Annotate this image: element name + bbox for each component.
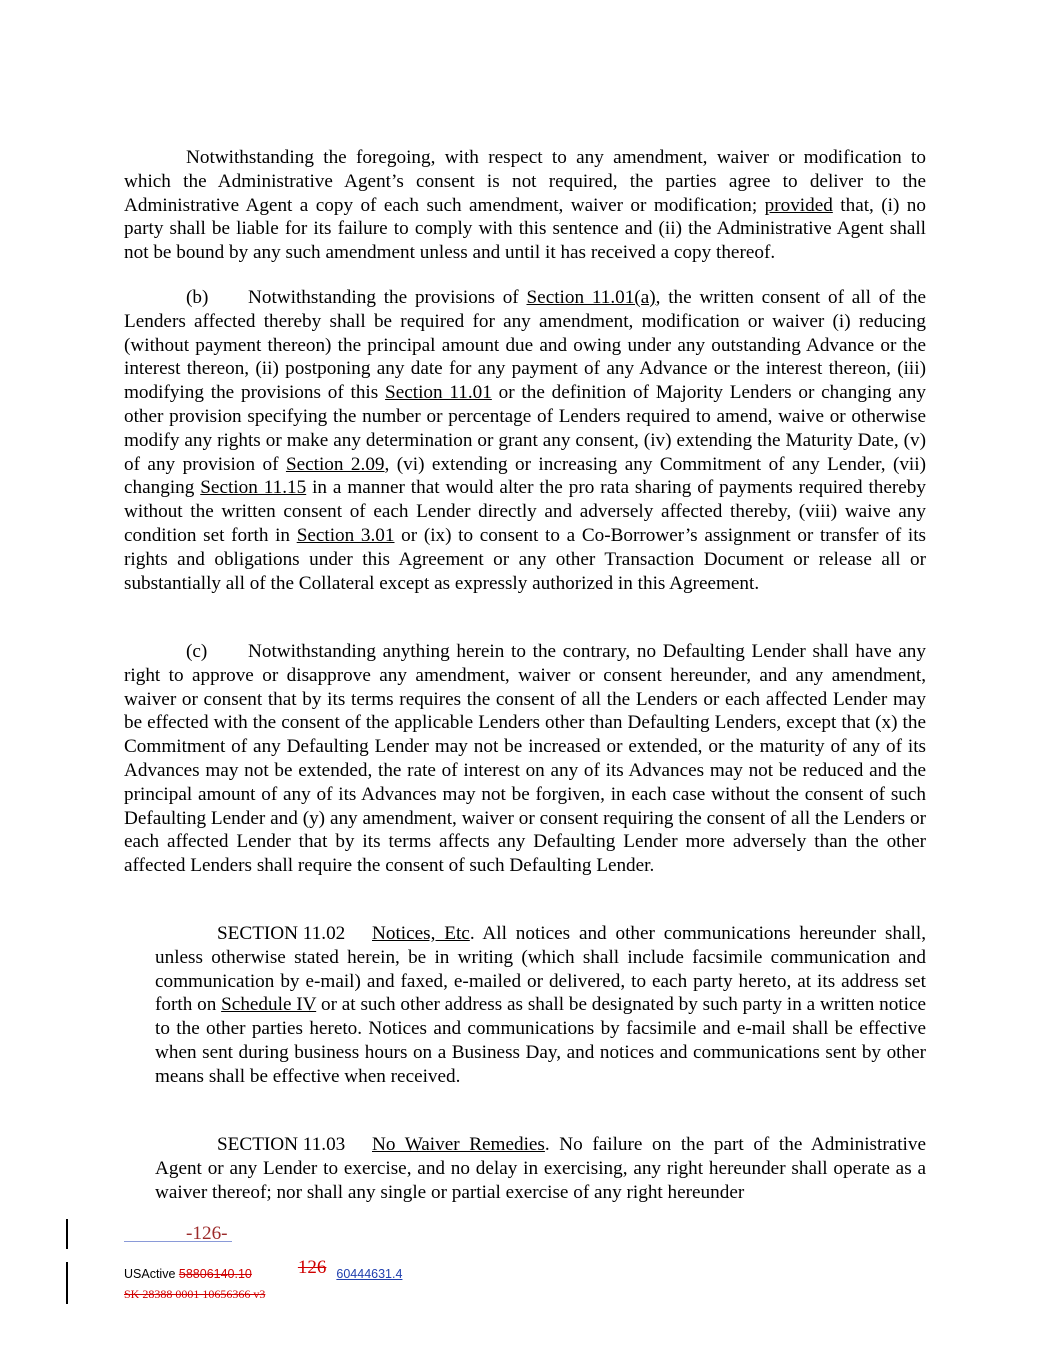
section-number: SECTION 11.03 bbox=[217, 1134, 346, 1155]
paragraph-text: , the written consent of all of the Lenders affected thereby shall be required for any amendment, modification or waiver (i) reducing (without payment thereon) the principal amount due and owing under any outstanding Advance or the interest thereon, (ii) postponing any date for any payment of any Advance or the interest thereon, (iii) modifying the provisions of this bbox=[124, 287, 926, 404]
paragraph-c bbox=[124, 640, 926, 878]
deleted-doc-id: 58806140.10 bbox=[178, 1267, 252, 1281]
section-reference: Section 3.01 bbox=[296, 524, 395, 546]
paragraph-text: that, (i) no party shall be liable for its failure to comply with this sentence and (ii) the Administrative Agent shall not be bound by any such amendment unless and until it has received a copy thereof. bbox=[124, 194, 926, 264]
footer-prefix: USActive bbox=[124, 1267, 179, 1281]
section-number: SECTION 11.02 bbox=[217, 923, 346, 944]
section-reference: Section 11.01(a) bbox=[526, 287, 656, 308]
clause-label: (c) bbox=[186, 641, 208, 662]
revision-change-bar bbox=[66, 1219, 68, 1249]
section-title: No Waiver Remedies bbox=[372, 1134, 545, 1155]
section-title: Notices, Etc bbox=[372, 923, 470, 944]
clause-label: (b) bbox=[186, 287, 209, 308]
deleted-page-number: 126 bbox=[297, 1257, 327, 1278]
paragraph-text: in a manner that would alter the pro rata sharing of payments required thereby without the written consent of each Lender directly and adversely affected thereby, (viii) waive any condition set forth in bbox=[124, 477, 926, 546]
paragraph-text: Notwithstanding the foregoing, with respect to any amendment, waiver or modification to which the Administrative Agent’s consent is not required, the parties agree to deliver to the Administrative Agent a copy of each such amendment, waiver or modification; bbox=[124, 147, 926, 216]
section-11-02 bbox=[155, 922, 926, 1089]
paragraph-text: . All notices and other communications hereunder shall, unless otherwise stated herein, be in writing (which shall include facsimile communication and communication by e-mail) and faxed, e-mailed or delivered, to each party hereto, at its address set forth on bbox=[155, 923, 926, 1016]
inserted-underline bbox=[124, 1241, 232, 1242]
paragraph-text: or the definition of Majority Lenders or changing any other provision specifying the number or percentage of Lenders required to amend, waive or otherwise modify any rights or make any determination or grant any consent, (iv) extending the Maturity Date, (v) of any provision of bbox=[124, 382, 926, 475]
paragraph-text: Notwithstanding anything herein to the contrary, no Defaulting Lender shall have any right to approve or disapprove any amendment, waiver or consent hereunder, and any amendment, waiver or consent that by its terms requires the consent of all the Lenders or each affected Lender may be effected with the consent of the applicable Lenders other than Defaulting Lenders, except that (x) the Commitment of any Defaulting Lender may not be increased or extended, or the maturity of any of its Advances may not be extended, the rate of interest on any of its Advances may not be reduced and the principal amount of any of its Advances may not be forgiven, in each case without the consent of such Defaulting Lender and (y) any amendment, waiver or consent requiring the consent of all the Lenders or each affected Lender that by its terms affects any Defaulting Lender more adversely than the other affected Lenders shall require the consent of such Defaulting Lender. bbox=[124, 641, 926, 877]
paragraph-text: . No failure on the part of the Administrative Agent or any Lender to exercise, and no delay in exercising, any right hereunder shall operate as a waiver thereof; nor shall any single or partial exercise of any right hereunder bbox=[155, 1134, 927, 1203]
revision-change-bar bbox=[66, 1262, 68, 1304]
paragraph-text: or at such other address as shall be designated by such party in a written notice to the other parties hereto. Notices and communications by facsimile and e-mail shall be effective when sent during business hours on a Business Day, and notices and communications sent by other means shall be effective when received. bbox=[155, 994, 926, 1087]
paragraph-text: or (ix) to consent to a Co-Borrower’s assignment or transfer of its rights and obligations under this Agreement or any other Transaction Document or release all or substantially all of the Collateral except as expressly authorized in this Agreement. bbox=[124, 524, 927, 594]
section-reference: Section 11.01 bbox=[385, 382, 492, 404]
page-number-text: -126- bbox=[186, 1223, 228, 1244]
section-reference: Section 2.09 bbox=[285, 453, 385, 475]
section-11-03 bbox=[155, 1133, 926, 1204]
schedule-reference: Schedule IV bbox=[221, 994, 317, 1016]
paragraph-text: , (vi) extending or increasing any Commitment of any Lender, (vii) changing bbox=[124, 453, 926, 499]
paragraph-amendment-notice bbox=[124, 146, 926, 265]
paragraph-b bbox=[124, 286, 926, 595]
inserted-doc-id: 60444631.4 bbox=[336, 1267, 403, 1281]
footer-deleted-sk-id: SK 28388 0001 10656366 v3 bbox=[124, 1287, 266, 1301]
provided-term: provided bbox=[764, 194, 833, 216]
page-number bbox=[124, 1222, 232, 1246]
paragraph-text: Notwithstanding the provisions of bbox=[248, 287, 527, 308]
footer-document-id bbox=[124, 1257, 403, 1282]
section-reference: Section 11.15 bbox=[200, 477, 307, 499]
